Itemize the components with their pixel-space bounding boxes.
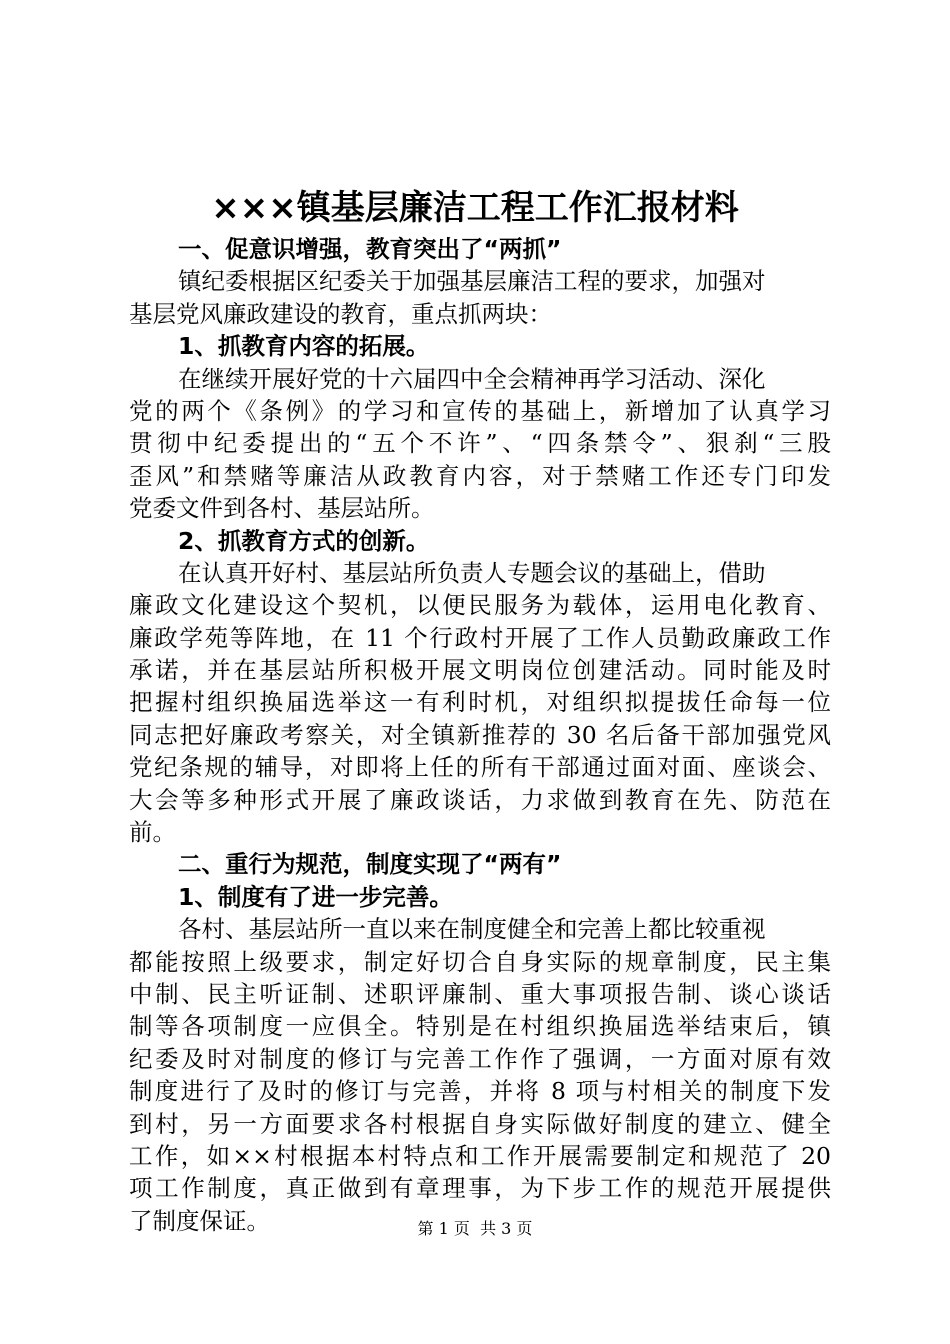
section-heading: 2、抓教育方式的创新。 bbox=[178, 526, 430, 555]
paragraph-line: 制度进行了及时的修订与完善，并将 8 项与村相关的制度下发 bbox=[129, 1077, 831, 1106]
paragraph-line: 了制度保证。 bbox=[129, 1206, 270, 1235]
paragraph-line: 都能按照上级要求，制定好切合自身实际的规章制度，民主集 bbox=[129, 947, 831, 976]
paragraph-line: 歪风”和禁赌等廉洁从政教育内容，对于禁赌工作还专门印发 bbox=[129, 461, 831, 490]
paragraph-line: 纪委及时对制度的修订与完善工作作了强调，一方面对原有效 bbox=[129, 1044, 831, 1073]
section-heading: 二、重行为规范，制度实现了“两有” bbox=[178, 850, 562, 879]
section-heading: 一、促意识增强，教育突出了“两抓” bbox=[178, 235, 562, 263]
paragraph-line: 在继续开展好党的十六届四中全会精神再学习活动、深化 bbox=[178, 364, 766, 393]
paragraph-line: 廉政学苑等阵地，在 11 个行政村开展了工作人员勤政廉政工作 bbox=[129, 623, 831, 652]
section-heading: 1、抓教育内容的拓展。 bbox=[178, 332, 430, 361]
paragraph-line: 贯彻中纪委提出的“五个不许”、“四条禁令”、狠刹“三股 bbox=[129, 429, 831, 458]
paragraph-line: 镇纪委根据区纪委关于加强基层廉洁工程的要求，加强对 bbox=[178, 267, 766, 296]
paragraph-line: 基层党风廉政建设的教育，重点抓两块： bbox=[129, 299, 552, 328]
paragraph-line: 项工作制度，真正做到有章理事，为下步工作的规范开展提供 bbox=[129, 1174, 831, 1203]
paragraph-line: 同志把好廉政考察关，对全镇新推荐的 30 名后备干部加强党风 bbox=[129, 720, 831, 749]
paragraph-line: 廉政文化建设这个契机，以便民服务为载体，运用电化教育、 bbox=[129, 591, 831, 620]
paragraph-line: 工作，如××村根据本村特点和工作开展需要制定和规范了 20 bbox=[129, 1141, 831, 1170]
section-heading: 1、制度有了进一步完善。 bbox=[178, 882, 453, 911]
paragraph-line: 中制、民主听证制、述职评廉制、重大事项报告制、谈心谈话 bbox=[129, 979, 831, 1008]
paragraph-line: 党纪条规的辅导，对即将上任的所有干部通过面对面、座谈会、 bbox=[129, 753, 831, 782]
paragraph-line: 在认真开好村、基层站所负责人专题会议的基础上，借助 bbox=[178, 558, 766, 587]
document-title: ×××镇基层廉洁工程工作汇报材料 bbox=[211, 188, 739, 228]
paragraph-line: 前。 bbox=[129, 818, 176, 847]
document-body bbox=[129, 233, 831, 1237]
paragraph-line: 党的两个《条例》的学习和宣传的基础上，新增加了认真学习 bbox=[129, 396, 831, 425]
paragraph-line: 承诺，并在基层站所积极开展文明岗位创建活动。同时能及时 bbox=[129, 656, 831, 685]
paragraph-line: 制等各项制度一应俱全。特别是在村组织换届选举结束后，镇 bbox=[129, 1012, 831, 1041]
paragraph-line: 各村、基层站所一直以来在制度健全和完善上都比较重视 bbox=[178, 915, 766, 944]
paragraph-line: 大会等多种形式开展了廉政谈话，力求做到教育在先、防范在 bbox=[129, 785, 831, 814]
page-footer: 第 1 页 共 3 页 bbox=[417, 1219, 533, 1238]
paragraph-line: 党委文件到各村、基层站所。 bbox=[129, 494, 435, 523]
paragraph-line: 到村，另一方面要求各村根据自身实际做好制度的建立、健全 bbox=[129, 1109, 831, 1138]
paragraph-line: 把握村组织换届选举这一有利时机，对组织拟提拔任命每一位 bbox=[129, 688, 831, 717]
